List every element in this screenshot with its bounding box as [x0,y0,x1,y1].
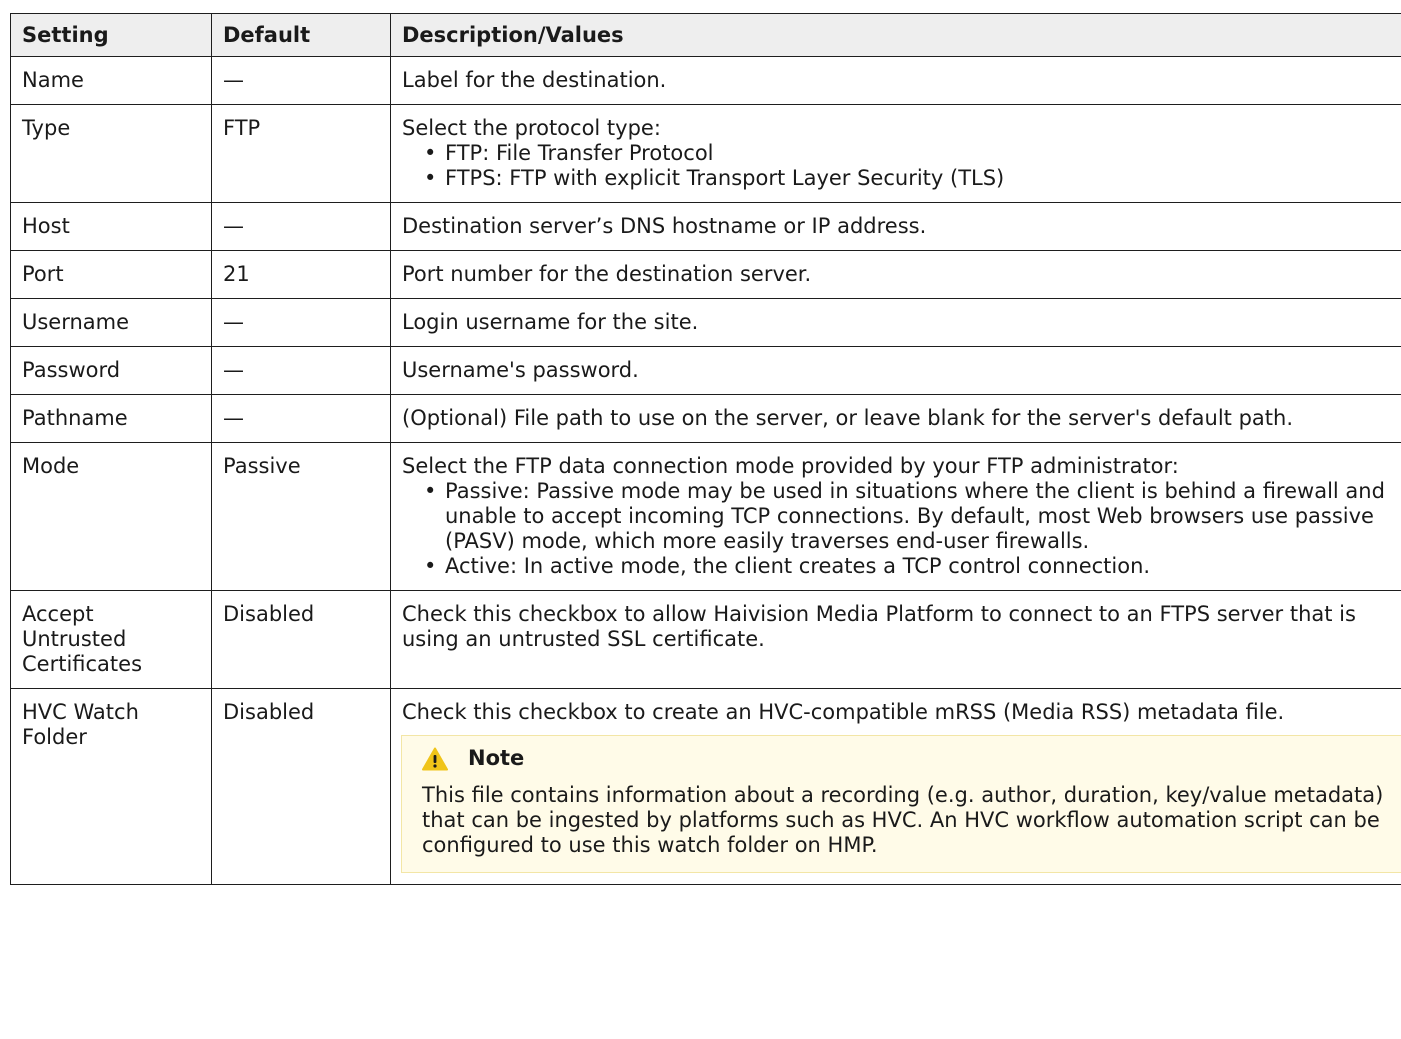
setting-cell: Type [11,105,212,203]
default-cell: — [212,203,391,251]
default-cell: Passive [212,443,391,591]
default-cell: — [212,57,391,105]
note-box [401,735,1401,873]
setting-cell: Password [11,347,212,395]
header-setting: Setting [11,14,212,57]
setting-cell: Port [11,251,212,299]
note-text: This file contains information about a recording (e.g. author, duration, key/value metadata) that can be ingested by platforms such as HVC. An HVC workflow automation script can be configured to use this watch folder on HMP. [422,783,1384,857]
description-text: Select the FTP data connection mode provided by your FTP administrator: [402,454,1179,478]
table-row [11,591,1401,689]
option-list [402,479,1398,579]
setting-cell: Name [11,57,212,105]
default-cell: Disabled [212,689,391,885]
setting-cell: Host [11,203,212,251]
table-row [11,105,1401,203]
settings-table [10,13,1401,885]
table-row [11,347,1401,395]
setting-cell: Pathname [11,395,212,443]
header-row [11,14,1401,57]
setting-cell: Mode [11,443,212,591]
description-cell: Port number for the destination server. [391,251,1401,299]
table-row [11,299,1401,347]
header-default: Default [212,14,391,57]
list-item: • Passive: Passive mode may be used in situations where the client is behind a firewall and unable to accept incoming TCP connections. By default, most Web browsers use passive (PASV) mode, which more easily traverses end-user firewalls. [424,479,1398,554]
description-cell: Label for the destination. [391,57,1401,105]
description-cell: Login username for the site. [391,299,1401,347]
table-row [11,203,1401,251]
header-description: Description/Values [391,14,1401,57]
option-list [402,141,1398,191]
description-text: Check this checkbox to create an HVC-compatible mRSS (Media RSS) metadata file. [402,700,1285,724]
default-cell: — [212,299,391,347]
default-cell: — [212,347,391,395]
description-cell [391,689,1401,885]
default-cell: Disabled [212,591,391,689]
description-cell: Check this checkbox to allow Haivision Media Platform to connect to an FTPS server that is using an untrusted SSL certificate. [391,591,1401,689]
description-text: Select the protocol type: [402,116,661,140]
description-cell: Destination server’s DNS hostname or IP address. [391,203,1401,251]
warning-icon [422,747,448,771]
table-row [11,251,1401,299]
table-row [11,443,1401,591]
default-cell: 21 [212,251,391,299]
default-cell: — [212,395,391,443]
setting-cell: HVC Watch Folder [11,689,212,885]
description-cell [391,105,1401,203]
description-cell: (Optional) File path to use on the server, or leave blank for the server's default path. [391,395,1401,443]
description-cell [391,443,1401,591]
note-title: Note [468,746,525,770]
table-row [11,57,1401,105]
default-cell: FTP [212,105,391,203]
table-row [11,689,1401,885]
setting-cell: Username [11,299,212,347]
note-header [422,746,1384,771]
list-item: • Active: In active mode, the client creates a TCP control connection. [424,554,1398,579]
description-cell: Username's password. [391,347,1401,395]
setting-cell: Accept Untrusted Certificates [11,591,212,689]
list-item: • FTPS: FTP with explicit Transport Layer Security (TLS) [424,166,1398,191]
table-row [11,395,1401,443]
list-item: • FTP: File Transfer Protocol [424,141,1398,166]
